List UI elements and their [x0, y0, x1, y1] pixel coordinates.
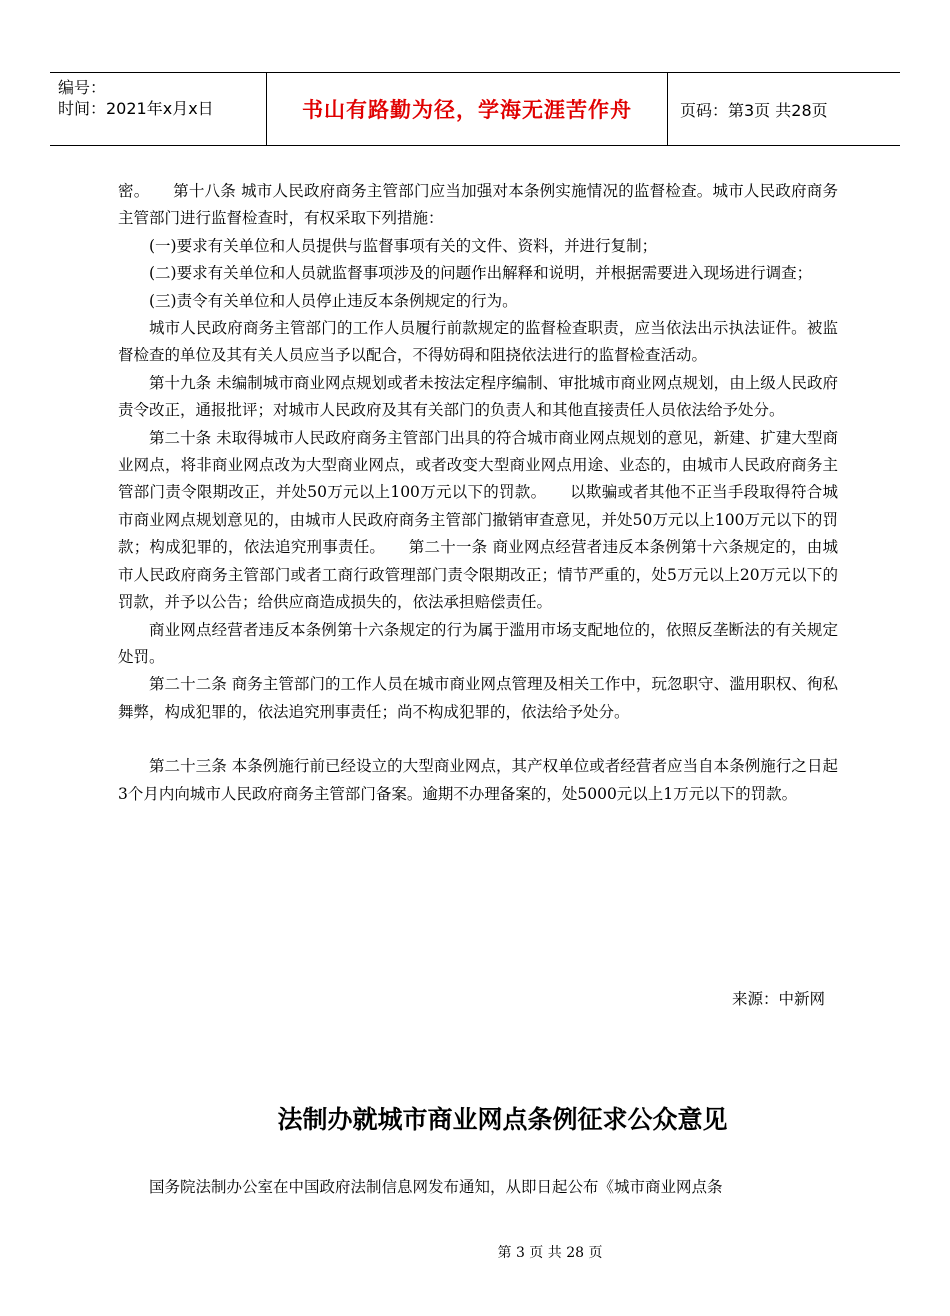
page-footer: 第 3 页 共 28 页	[497, 1245, 603, 1261]
header-page-code: 页码：第3页 共28页	[680, 100, 828, 120]
page-header	[50, 72, 900, 146]
header-meta	[50, 73, 266, 145]
document-body	[118, 178, 838, 808]
paragraph: 国务院法制办公室在中国政府法制信息网发布通知，从即日起公布《城市商业网点条	[149, 1178, 723, 1196]
paragraph: 商业网点经营者违反本条例第十六条规定的行为属于滥用市场支配地位的，依照反垄断法的有关规定处罚。	[118, 620, 838, 666]
source-credit: 来源：中新网	[731, 990, 825, 1008]
paragraph: (二)要求有关单位和人员就监督事项涉及的问题作出解释和说明，并根据需要进入现场进行调查；	[149, 264, 813, 283]
paragraph-gap	[118, 726, 838, 753]
article-title: 法制办就城市商业网点条例征求公众意见	[277, 1105, 728, 1134]
document-number-label: 编号：	[58, 78, 107, 97]
header-motto: 书山有路勤为径，学海无涯苦作舟	[266, 73, 668, 145]
paragraph: 密。 第十八条 城市人民政府商务主管部门应当加强对本条例实施情况的监督检查。城市人民政府商务主管部门进行监督检查时，有权采取下列措施：	[118, 182, 838, 228]
paragraph: 第二十条 未取得城市人民政府商务主管部门出具的符合城市商业网点规划的意见，新建、扩建大型商业网点，将非商业网点改为大型商业网点，或者改变大型商业网点用途、业态的，由城市人民政府商务主管部门责令限期改正，并处50万元以上100万元以下的罚款。 以欺骗或者其他不正当手段取得符合城市商业网点规划意见的，由城市人民政府商务主管部门撤销审查意见，并处50万元以上100万元以下的罚款；构成犯罪的，依法追究刑事责任。 第二十一条 商业网点经营者违反本条例第十六条规定的，由城市人民政府商务主管部门或者工商行政管理部门责令限期改正；情节严重的，处5万元以上20万元以下的罚款，并予以公告；给供应商造成损失的，依法承担赔偿责任。	[118, 428, 838, 612]
paragraph: 第二十三条 本条例施行前已经设立的大型商业网点，其产权单位或者经营者应当自本条例施行之日起3个月内向城市人民政府商务主管部门备案。逾期不办理备案的，处5000元以上1万元以下的罚款。	[118, 757, 838, 803]
paragraph: 城市人民政府商务主管部门的工作人员履行前款规定的监督检查职责，应当依法出示执法证件。被监督检查的单位及其有关人员应当予以配合，不得妨碍和阻挠依法进行的监督检查活动。	[118, 319, 838, 365]
document-date: 时间：2021年x月x日	[58, 99, 214, 118]
paragraph: (三)责令有关单位和人员停止违反本条例规定的行为。	[149, 291, 518, 310]
paragraph: 第二十二条 商务主管部门的工作人员在城市商业网点管理及相关工作中，玩忽职守、滥用职权、徇私舞弊，构成犯罪的，依法追究刑事责任；尚不构成犯罪的，依法给予处分。	[118, 675, 838, 721]
paragraph: 第十九条 未编制城市商业网点规划或者未按法定程序编制、审批城市商业网点规划，由上级人民政府责令改正，通报批评；对城市人民政府及其有关部门的负责人和其他直接责任人员依法给予处分。	[118, 373, 838, 420]
paragraph: (一)要求有关单位和人员提供与监督事项有关的文件、资料，并进行复制；	[149, 236, 658, 255]
